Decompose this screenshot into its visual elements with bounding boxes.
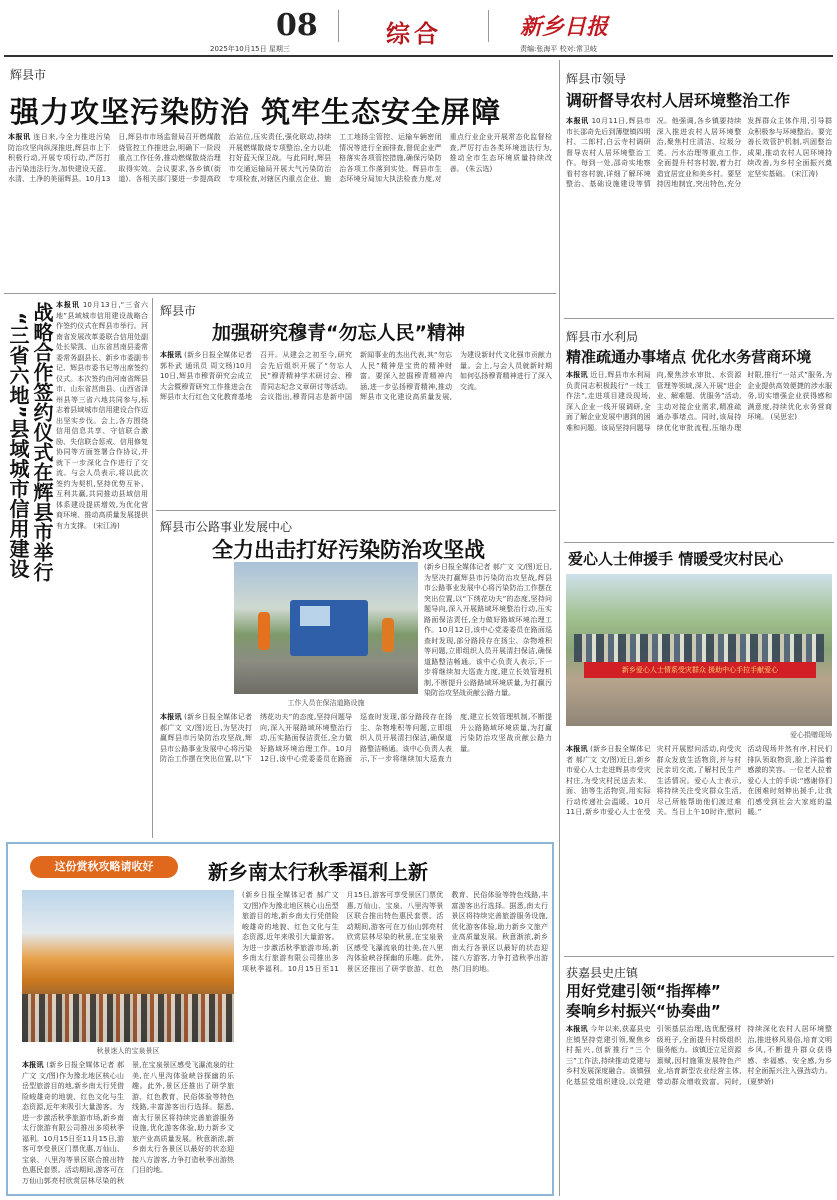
article-text-continued: (新乡日报全媒体记者 郝广文 文/图)近日,为坚决打赢辉县市污染防治攻坚战,辉县市公路事业发展中心将污染防治工作摆在突出位置,以“下绣花功夫”的态度,坚持问题导向,深入开展路域环境整治行动,压实路面保洁责任,全力做好路域环境治理工作。10月12日,该中心党委委员在路面巡查时发现,部分路段存在扬尘、杂物堆积等问题,立即组织人员开展清扫保洁,确保道路整洁畅通。该中心负责人表示,下一步将继续加大巡查力度,建立长效管理机制,不断提升公路路域环境质量,为打赢污染防治攻坚战贡献公路力量。 <box>424 563 552 697</box>
article-text: 今年以来,获嘉县史庄镇坚持党建引领,聚焦乡村振兴,创新推行“三个三”工作法,持续推动党建与乡村发展深度融合。该镇强化基层党组织建设,以党建引领基层治理,选优配强村级班子,全面提升村级组织服务能力。该镇还立足资源禀赋,因村施策发展特色产业,培育新型农业经营主体,带动群众增收致富。同时,持续深化农村人居环境整治,推进移风易俗,培育文明乡风,不断提升群众获得感、幸福感、安全感,为乡村全面振兴注入强劲动力。 <box>566 1025 832 1086</box>
article-author: (宋江涛) <box>93 521 120 530</box>
article-body-right <box>242 890 548 1192</box>
article-autumn-tourism <box>6 842 554 1196</box>
page-number: 08 <box>276 8 318 43</box>
article-text: (新乡日报全媒体记者 郝广文 文/图)作为豫北地区核心山岳型旅游目的地,新乡南太行凭借险峻雄奇的地貌、红色文化与生态资源,近年来吸引大量游客。为进一步激活秋季旅游市场,新乡南太行旅游有限公司推出多项秋季福利。10月15日至11月15日,游客可享受景区门票优惠,万仙山、宝泉、八里沟等景区联合推出特色惠民套票。活动期间,游客可在万仙山郭亮村欣赏层林尽染的秋景,在宝泉景区感受飞瀑流泉的壮美,在八里沟体验峡谷探幽的乐趣。此外,景区还推出了研学旅游、红色教育、民俗体验等特色线路,丰富游客出行选择。据悉,南太行景区将持续完善旅游服务设施,优化游客体验,助力新乡文旅产业高质量发展。秋意渐浓,新乡南太行各景区以最好的状态迎接八方游客,力争打造秋季出游热门目的地。 <box>22 1061 234 1185</box>
article-kicker: 辉县市公路事业发展中心 <box>160 520 293 534</box>
photo-caption: 爱心捐赠现场 <box>790 731 832 739</box>
article-text: 10月13日,“三省六地”县域城市信用建设战略合作签约仪式在辉县市举行。河南省发展改革委联合信用处副处长梁凯、山东省莒南县委常委常务副县长、新乡市委副书记、辉县市委书记等出席签约仪式。本次签约由河南省辉县市、山东省莒南县、山西省泽州县等三省六地共同参与,标志着县域城市信用建设合作迈出坚实步伐。会上,各方围绕信用信息共享、守信联合激励、失信联合惩戒、信用修复协同等方面签署合作协议,并就下一步深化合作进行了交流。与会人员表示,将以此次签约为契机,坚持优势互补、互利共赢,共同推动县域信用体系建设提质增效,为优化营商环境、推动高质量发展提供有力支撑。 <box>56 301 148 530</box>
article-author: (夏梦娇) <box>747 1077 774 1086</box>
worker-figure <box>258 612 270 650</box>
article-headline: 加强研究穆青“勿忘人民”精神 <box>212 322 465 344</box>
article-author: (朱云选) <box>465 164 493 173</box>
article-body <box>160 350 552 500</box>
article-credit-cooperation <box>4 298 150 838</box>
lead-label: 本报讯 <box>8 133 31 141</box>
lead-label: 本报讯 <box>56 301 80 309</box>
article-kicker: 获嘉县史庄镇 <box>566 966 639 980</box>
article-charity-relief <box>564 544 834 956</box>
article-headline-line2: “三省六地”县域城市信用建设 <box>6 312 30 579</box>
article-body <box>566 370 832 536</box>
article-headline-line1: 战略合作签约仪式在辉县市举行 <box>30 302 54 582</box>
lead-label: 本报讯 <box>566 371 588 379</box>
editors-line: 责编:张海平 校对:常卫岐 <box>520 45 597 53</box>
article-text: (新乡日报全媒体记者 郭朴武 通讯员 周文杨)10月10日,辉县市穆青研究会成立大会暨穆青研究工作推进会在辉县市太行红色文化教育基地召开。从建会之初至今,研究会先后组织开展了“勿忘人民”穆青精神学术研讨会、穆青同志纪念文章研讨等活动。会议指出,穆青同志是新中国新闻事业的杰出代表,其“勿忘人民”精神是宝贵的精神财富。要深入挖掘穆青精神内涵,进一步弘扬穆青精神,推动辉县市文化建设高质量发展,为建设新时代文化强市贡献力量。会上,与会人员就新时期如何弘扬穆青精神进行了深入交流。 <box>160 351 552 401</box>
article-text: (新乡日报全媒体记者 郝广文 文/图)近日,为坚决打赢辉县市污染防治攻坚战,辉县市公路事业发展中心将污染防治工作摆在突出位置,以“下绣花功夫”的态度,坚持问题导向,深入开展路域环境整治行动,压实路面保洁责任,全力做好路域环境治理工作。10月12日,该中心党委委员在路面巡查时发现,部分路段存在扬尘、杂物堆积等问题,立即组织人员开展清扫保洁,确保道路整洁畅通。该中心负责人表示,下一步将继续加大巡查力度,建立长效管理机制,不断提升公路路域环境质量,为打赢污染防治攻坚战贡献公路力量。 <box>160 713 552 763</box>
lead-label: 本报讯 <box>566 745 588 753</box>
article-body-left <box>22 1060 234 1192</box>
article-headline-line2: 奏响乡村振兴“协奏曲” <box>566 1002 721 1020</box>
article-text: 连日来,今全力推进污染防治攻坚向纵深推进,辉县市上下积极行动,开展专项行动,严厉打击污染违法行为,加快建设天蓝、水清、土净的美丽辉县。10月13日,辉县市市场监督局召开燃煤散烧管控工作推进会,明确下一阶段重点工作任务,推动燃煤散烧治理取得实效。会议要求,各乡镇(街道)、各相关部门要进一步提高政治站位,压实责任,强化联动,持续开展燃煤散烧专项整治,全力以赴打好蓝天保卫战。与此同时,辉县市交通运输局开展大气污染防治专项检查,对辖区内重点企业、施工工地扬尘管控、运输车辆密闭情况等进行全面排查,督促企业严格落实各项管控措施,确保污染防治各项工作落到实处。辉县市生态环境分局加大执法检查力度,对重点行业企业开展常态化监督检查,严厉打击各类环境违法行为,推动全市生态环境质量持续改善。 <box>8 133 552 183</box>
article-kicker: 辉县市水利局 <box>566 330 639 344</box>
article-body <box>8 132 552 288</box>
article-highway-pollution <box>156 514 556 838</box>
article-author: (宋江涛) <box>791 169 819 178</box>
article-body-left <box>160 712 552 834</box>
article-author: (吴思宏) <box>770 413 798 421</box>
article-body <box>566 1024 832 1192</box>
article-headline: 新乡南太行秋季福利上新 <box>208 860 428 884</box>
date-line: 2025年10月15日 星期三 <box>210 45 290 53</box>
article-headline: 调研督导农村人居环境整治工作 <box>566 91 791 110</box>
donation-photo <box>566 574 832 726</box>
article-headline: 全力出击打好污染防治攻坚战 <box>212 538 485 562</box>
article-text-continued: (新乡日报全媒体记者 郝广文 文/图)作为豫北地区核心山岳型旅游目的地,新乡南太行凭借险峻雄奇的地貌、红色文化与生态资源,近年来吸引大量游客。为进一步激活秋季旅游市场,新乡南太行旅游有限公司推出多项秋季福利。10月15日至11月15日,游客可享受景区门票优惠,万仙山、宝泉、八里沟等景区联合推出特色惠民套票。活动期间,游客可在万仙山郭亮村欣赏层林尽染的秋景,在宝泉景区感受飞瀑流泉的壮美,在八里沟体验峡谷探幽的乐趣。此外,景区还推出了研学旅游、红色教育、民俗体验等特色线路,丰富游客出行选择。据悉,南太行景区将持续完善旅游服务设施,优化游客体验,助力新乡文旅产业高质量发展。秋意渐浓,新乡南太行各景区以最好的状态迎接八方游客,力争打造秋季出游热门目的地。 <box>242 891 548 973</box>
article-headline: 精准疏通办事堵点 优化水务营商环境 <box>566 348 812 366</box>
article-text: 10月11日,辉县市市长邵奇先后到薄壁镇四明村、二郎村,白云寺村调研督导农村人居环境整治工作。每到一处,邵奇实地察看村容村貌,详细了解环境整治、基础设施建设等情况。他强调,各乡镇要持续深入推进农村人居环境整治,聚焦村庄清洁、垃圾分类、污水治理等重点工作,全面提升村容村貌,着力打造宜居宜业和美乡村。要坚持因地制宜,突出特色,充分发挥群众主体作用,引导群众积极参与环境整治。要完善长效管护机制,巩固整治成果,推动农村人居环境持续改善,为乡村全面振兴奠定坚实基础。 <box>566 117 832 188</box>
article-text: (新乡日报全媒体记者 郝广文 文/图)近日,新乡市爱心人士走进辉县市受灾村庄,为受灾村民送去米、面、油等生活物资,用实际行动传递社会温暖。10月11日,新乡市爱心人士在受灾村开展慰问活动,向受灾群众发放生活物资,并与村民亲切交流,了解村民生产生活情况。爱心人士表示,将持续关注受灾群众生活,尽己所能帮助他们渡过难关。当日上午10时许,慰问活动现场井然有序,村民们排队领取物资,脸上洋溢着感激的笑容。一位老人拉着爱心人士的手说:“感谢你们在困难时刻伸出援手,让我们感受到社会大家庭的温暖。” <box>566 745 832 816</box>
page-header <box>0 0 837 54</box>
lead-label: 本报讯 <box>160 351 182 359</box>
article-body-right <box>424 562 552 708</box>
banner-tag <box>30 856 178 878</box>
photo-caption: 工作人员在保洁道路设施 <box>287 699 365 707</box>
article-kicker: 辉县市领导 <box>566 72 627 86</box>
banner-tag-text: 这份赏秋攻略请收好 <box>54 860 154 873</box>
article-pollution-prevention <box>4 60 556 290</box>
article-body <box>566 744 832 950</box>
article-muqing-spirit <box>156 298 556 508</box>
lead-label: 本报讯 <box>566 117 589 125</box>
scenic-area-photo <box>22 890 234 1042</box>
section-name: 综合 <box>386 20 442 48</box>
article-water-business <box>564 320 834 542</box>
article-party-building <box>564 958 834 1196</box>
lead-label: 本报讯 <box>566 1025 588 1033</box>
article-body <box>566 116 832 312</box>
article-headline: 爱心人士伸援手 情暖受灾村民心 <box>568 550 784 568</box>
donation-banner-text: 新乡爱心人士情系受灾群众 援助中心手拉手献爱心 <box>621 666 779 674</box>
article-kicker: 辉县市 <box>10 68 47 82</box>
photo-caption: 秋景迷人的宝泉景区 <box>96 1047 160 1055</box>
article-headline-line1: 用好党建引领“指挥棒” <box>566 982 721 1000</box>
lead-label: 本报讯 <box>160 713 182 721</box>
article-text: 近日,辉县市水利局负责同志积极践行“一线工作法”,走进项目建设现场,深入企业一线开展调研,全面了解企业发展中遇到的困难和问题。该局坚持问题导向,聚焦涉水审批、水资源管理等领域,深入开展“进企业、解难题、优服务”活动,主动对接企业需求,精准疏通办事堵点。同时,该局持续优化审批流程,压缩办理时限,推行“一站式”服务,为企业提供高效便捷的涉水服务,切实增强企业获得感和满意度,持续优化水务营商环境。 <box>566 371 832 432</box>
donation-banner <box>584 662 816 678</box>
article-body <box>56 300 148 830</box>
masthead-logo: 新乡日报 <box>520 14 609 40</box>
article-kicker: 辉县市 <box>160 304 197 318</box>
lead-label: 本报讯 <box>22 1061 44 1069</box>
road-cleaning-photo <box>234 562 418 694</box>
article-village-environment <box>564 60 834 318</box>
article-headline: 强力攻坚污染防治 筑牢生态安全屏障 <box>10 95 502 129</box>
